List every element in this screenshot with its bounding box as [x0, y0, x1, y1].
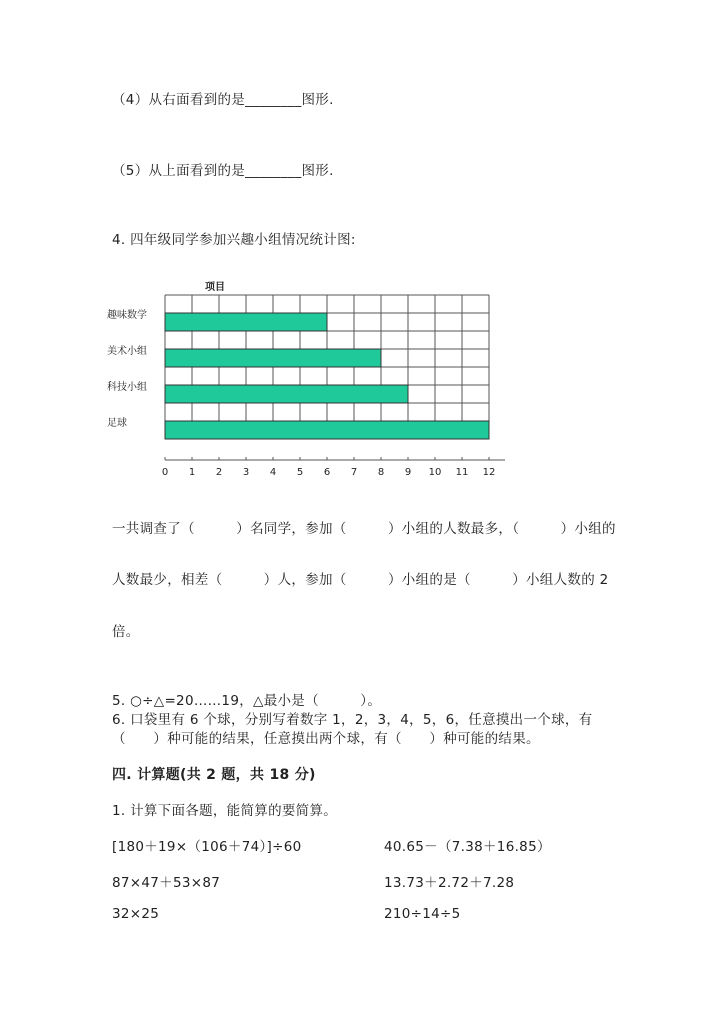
x-tick-label: 10 [428, 467, 442, 478]
expression-1: [180＋19×（106＋74）]÷60 [112, 839, 302, 855]
category-label: 足球 [107, 418, 127, 429]
question-6-line-2: （ ）种可能的结果，任意摸出两个球，有（ ）种可能的结果。 [112, 731, 540, 747]
category-label: 趣味数学 [107, 310, 147, 321]
x-tick-label: 8 [377, 467, 385, 478]
category-label: 美术小组 [107, 346, 147, 357]
question-6-line-1: 6. 口袋里有 6 个球，分别写着数字 1，2，3，4，5，6，任意摸出一个球，有 [112, 712, 593, 728]
expression-4: 13.73＋2.72＋7.28 [384, 875, 515, 891]
question-4-blank-line-3: 倍。 [112, 624, 140, 640]
section-4-heading: 四. 计算题(共 2 题，共 18 分) [112, 767, 316, 783]
expression-2: 40.65－（7.38＋16.85） [384, 839, 551, 855]
bar-1 [165, 313, 327, 331]
question-4-blank-line-2: 人数最少，相差（ ）人，参加（ ）小组的是（ ）小组人数的 2 [112, 572, 609, 588]
x-tick-label: 1 [188, 467, 196, 478]
question-item-5: （5）从上面看到的是________图形. [112, 163, 334, 179]
expression-5: 32×25 [112, 906, 160, 922]
x-tick-label: 9 [404, 467, 412, 478]
x-tick-label: 7 [350, 467, 358, 478]
x-tick-label: 4 [269, 467, 277, 478]
calc-question-1-title: 1. 计算下面各题，能简算的要简算。 [112, 803, 338, 819]
x-tick-label: 12 [482, 467, 496, 478]
x-tick-label: 11 [455, 467, 469, 478]
bar-2 [165, 349, 381, 367]
category-label: 科技小组 [107, 382, 147, 393]
x-tick-label: 6 [323, 467, 331, 478]
x-tick-label: 0 [161, 467, 169, 478]
question-4-blank-line-1: 一共调查了（ ）名同学，参加（ ）小组的人数最多，（ ）小组的 [112, 521, 616, 537]
bar-4 [165, 421, 489, 439]
chart-svg [105, 272, 525, 482]
chart-title: 项目 [205, 282, 225, 293]
question-4-title: 4. 四年级同学参加兴趣小组情况统计图: [112, 232, 356, 248]
bar-3 [165, 385, 408, 403]
interest-group-bar-chart [105, 272, 525, 482]
x-tick-label: 2 [215, 467, 223, 478]
x-tick-label: 3 [242, 467, 250, 478]
expression-6: 210÷14÷5 [384, 906, 461, 922]
question-item-4: （4）从右面看到的是________图形. [112, 92, 334, 108]
question-5: 5. ○÷△=20……19，△最小是（ ）。 [112, 693, 382, 709]
expression-3: 87×47＋53×87 [112, 875, 221, 891]
x-tick-label: 5 [296, 467, 304, 478]
